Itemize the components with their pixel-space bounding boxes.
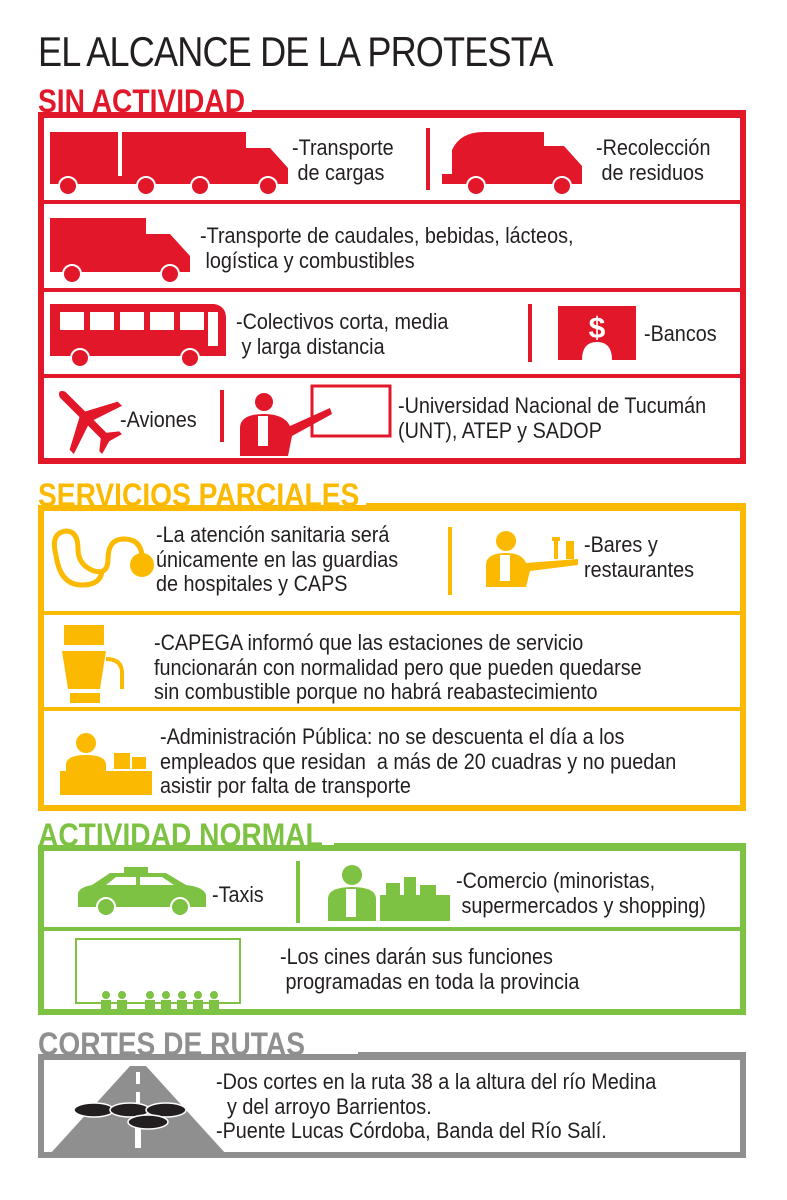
section-box	[38, 845, 746, 1015]
item-sanitaria-text: -La atención sanitaria será únicamente en las guardias de hospitales y CAPS	[156, 522, 399, 596]
divider	[220, 390, 224, 442]
section-label: CORTES DE RUTAS	[38, 1027, 312, 1061]
item-universidad-text: -Universidad Nacional de Tucumán (UNT), ATEP y SADOP	[398, 393, 707, 443]
item-administracion-text: -Administración Pública: no se descuenta el día a los empleados que residan a más de 20 cuadras y no puedan asistir por falta de transporte	[160, 724, 677, 798]
row	[44, 511, 740, 615]
row	[44, 931, 740, 1015]
section-label: SERVICIOS PARCIALES	[38, 478, 366, 512]
taxi-icon	[76, 867, 210, 917]
row	[44, 711, 740, 811]
item-comercio-text: -Comercio (minoristas, supermercados y shopping)	[456, 868, 706, 918]
section-label: ACTIVIDAD NORMAL	[38, 818, 330, 852]
road-block-icon	[50, 1066, 230, 1156]
row	[44, 851, 740, 931]
item-transporte-cargas-text: -Transporte de cargas	[292, 135, 394, 185]
cinema-icon	[72, 937, 242, 1013]
row	[44, 292, 740, 378]
shop-counter-icon	[324, 865, 454, 923]
item-recoleccion-text: -Recolección de residuos	[596, 135, 711, 185]
office-worker-icon	[58, 731, 158, 795]
teacher-icon	[234, 384, 394, 458]
stethoscope-icon	[52, 525, 162, 595]
divider	[296, 861, 300, 923]
item-bares-text: -Bares y restaurantes	[584, 532, 695, 582]
truck-trailer-icon	[50, 126, 290, 198]
section-box	[38, 505, 746, 811]
bus-icon	[50, 302, 230, 368]
section-box	[38, 1054, 746, 1158]
divider	[448, 527, 452, 595]
cortes-text: -Dos cortes en la ruta 38 a la altura del río Medina y del arroyo Barrientos. -Puente Lucas Córdoba, Banda del Río Salí.	[216, 1069, 657, 1143]
svg-text:$: $	[588, 312, 606, 345]
row	[44, 204, 740, 292]
row	[44, 118, 740, 204]
divider	[528, 304, 532, 362]
waiter-icon	[482, 529, 582, 591]
divider	[426, 128, 430, 190]
delivery-truck-icon	[50, 214, 200, 284]
item-capega-text: -CAPEGA informó que las estaciones de servicio funcionarán con normalidad pero que pueden quedarse sin combustible porque no habrá reabastecimiento	[154, 630, 642, 704]
item-cines-text: -Los cines darán sus funciones programadas en toda la provincia	[280, 944, 580, 994]
item-taxis-text: -Taxis	[212, 882, 264, 907]
section-box	[38, 112, 746, 464]
item-caudales-text: -Transporte de caudales, bebidas, lácteos, logística y combustibles	[200, 223, 574, 273]
row	[44, 378, 740, 458]
item-aviones-text: -Aviones	[120, 407, 197, 432]
airplane-icon	[48, 380, 128, 460]
item-colectivos-text: -Colectivos corta, media y larga distancia	[236, 309, 449, 359]
fuel-pump-icon	[60, 623, 140, 707]
garbage-truck-icon	[440, 126, 590, 198]
bank-icon	[558, 306, 640, 364]
item-bancos-text: -Bancos	[644, 321, 717, 346]
main-title: EL ALCANCE DE LA PROTESTA	[38, 28, 553, 75]
section-label: SIN ACTIVIDAD	[38, 84, 252, 118]
row	[44, 615, 740, 711]
